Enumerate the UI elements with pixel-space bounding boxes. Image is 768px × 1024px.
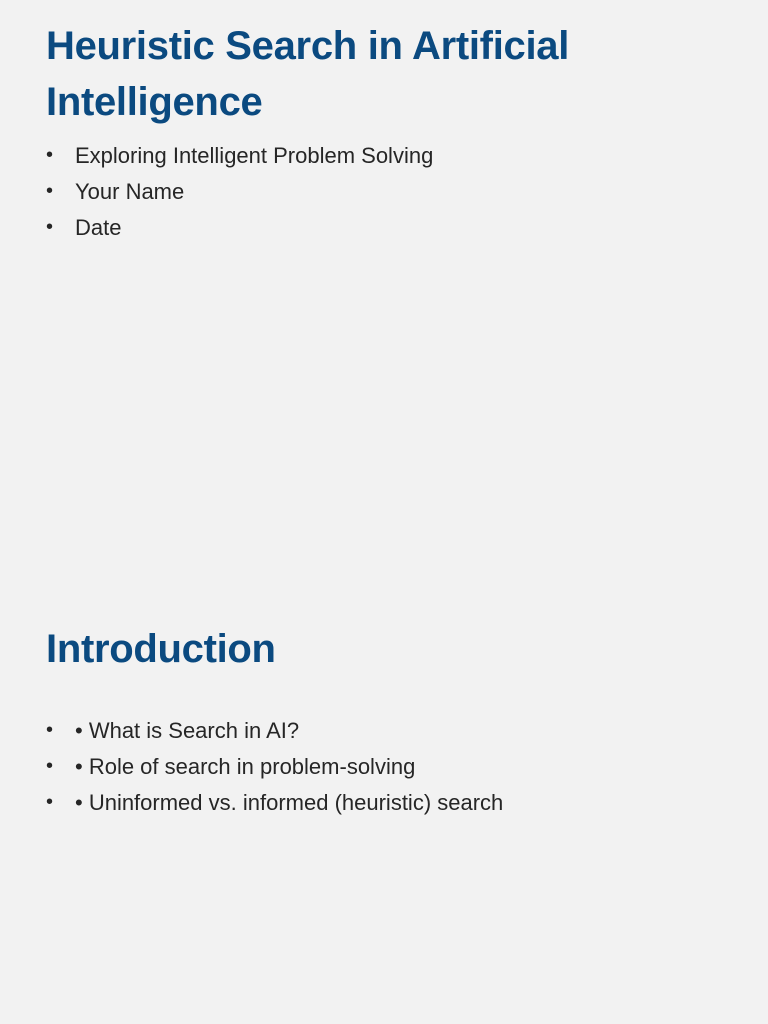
list-item [46, 713, 726, 749]
list-item-text: Date [75, 215, 122, 240]
list-item [46, 174, 726, 210]
bullet-icon: • [46, 216, 54, 238]
list-item-text: • Role of search in problem-solving [75, 754, 416, 779]
bullet-icon: • [46, 791, 54, 813]
bullet-icon: • [46, 180, 54, 202]
list-item-text: • Uninformed vs. informed (heuristic) search [75, 790, 504, 815]
list-item [46, 785, 726, 821]
list-item [46, 749, 726, 785]
list-item [46, 210, 726, 246]
slide-introduction [0, 576, 768, 1024]
list-item-text: Your Name [75, 179, 185, 204]
list-item-text: • What is Search in AI? [75, 718, 300, 743]
list-item [46, 138, 726, 174]
list-item-text: Exploring Intelligent Problem Solving [75, 143, 434, 168]
bullet-icon: • [46, 755, 54, 777]
slide-title: Introduction [46, 627, 276, 671]
slide-title: Heuristic Search in Artificial Intelligence [46, 24, 570, 124]
bullet-list [46, 713, 726, 821]
bullet-icon: • [46, 144, 54, 166]
bullet-list [46, 138, 726, 246]
bullet-icon: • [46, 719, 54, 741]
